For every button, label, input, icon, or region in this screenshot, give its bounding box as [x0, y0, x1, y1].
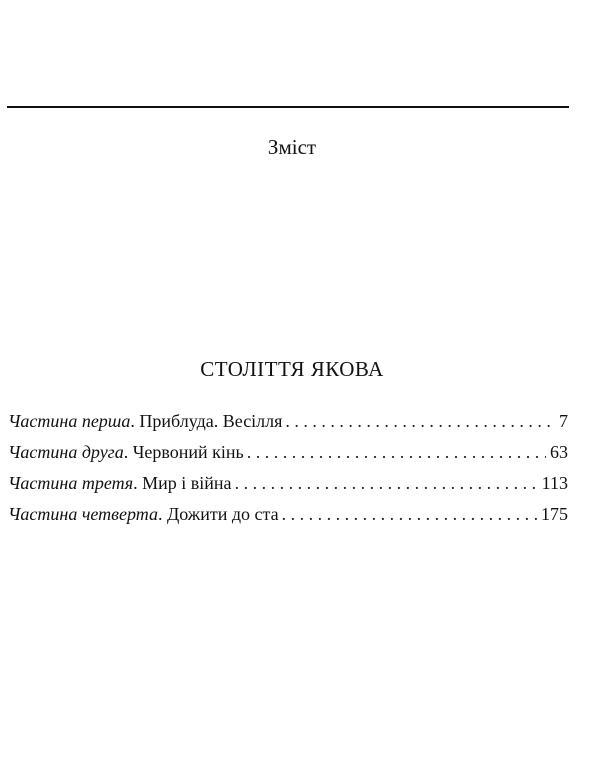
toc-page-number: 175: [541, 504, 568, 524]
toc-entry-4[interactable]: [8, 499, 568, 530]
toc-entry-title: Приблуда. Весілля: [139, 411, 283, 431]
top-divider: [7, 106, 569, 108]
toc-page-number: 7: [559, 411, 568, 431]
toc-separator: .: [157, 504, 167, 524]
toc-separator: .: [133, 473, 143, 493]
toc-entry-1[interactable]: [8, 406, 568, 437]
toc-entry-2[interactable]: [8, 437, 568, 468]
toc-entry-title: Дожити до ста: [166, 504, 279, 524]
toc-page-number: 113: [541, 473, 568, 493]
dot-leader: [282, 499, 537, 530]
toc-part-label: Частина перша: [8, 411, 131, 431]
page-title: Зміст: [267, 135, 317, 159]
toc-page-number: 63: [550, 442, 568, 462]
toc-part-label: Частина четверта: [8, 504, 158, 524]
toc-separator: .: [130, 411, 140, 431]
dot-leader: [285, 406, 555, 437]
table-of-contents: [8, 406, 568, 530]
toc-entry-title: Мир і війна: [142, 473, 232, 493]
toc-entry-title: Червоний кінь: [132, 442, 244, 462]
toc-part-label: Частина третя: [8, 473, 134, 493]
section-title: СТОЛІТТЯ ЯКОВА: [200, 357, 384, 381]
dot-leader: [247, 437, 546, 468]
dot-leader: [235, 468, 538, 499]
toc-separator: .: [123, 442, 133, 462]
toc-part-label: Частина друга: [8, 442, 124, 462]
toc-entry-3[interactable]: [8, 468, 568, 499]
